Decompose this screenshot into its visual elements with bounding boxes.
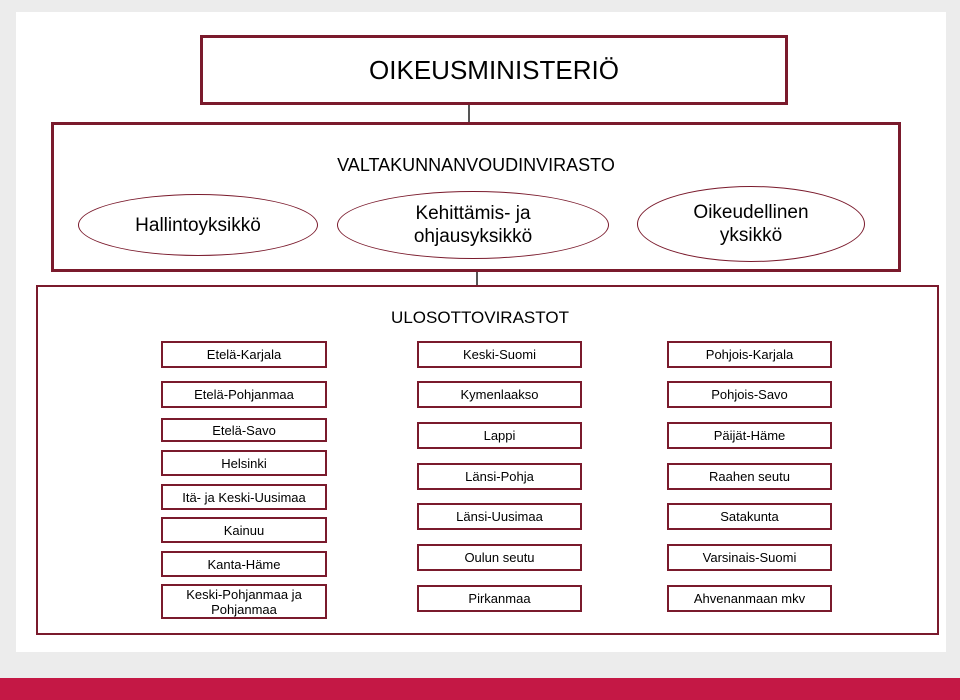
office-ahvenanmaan-mkv xyxy=(667,585,832,612)
office-label: Itä- ja Keski-Uusimaa xyxy=(182,489,306,505)
office-etela-pohjanmaa xyxy=(161,381,327,408)
ministry-box xyxy=(200,35,788,105)
unit-label: Oikeudellinen yksikkö xyxy=(693,202,809,246)
office-pohjois-karjala xyxy=(667,341,832,368)
office-label: Raahen seutu xyxy=(709,469,790,484)
office-label: Ahvenanmaan mkv xyxy=(693,591,806,606)
office-label: Pohjois-Savo xyxy=(711,387,788,402)
office-label: Helsinki xyxy=(221,455,267,471)
footer-bar xyxy=(0,678,960,700)
ministry-title: OIKEUSMINISTERIÖ xyxy=(369,54,619,85)
office-lappi xyxy=(417,422,582,449)
office-label: Etelä-Karjala xyxy=(206,347,282,362)
office-label: Länsi-Uusimaa xyxy=(456,509,543,524)
office-label: Satakunta xyxy=(720,509,779,524)
office-label: Oulun seutu xyxy=(464,550,535,565)
office-label: Etelä-Pohjanmaa xyxy=(194,387,294,402)
unit-label: Kehittämis- ja ohjausyksikkö xyxy=(413,203,533,247)
office-label: Lappi xyxy=(483,428,516,443)
office-kymenlaakso xyxy=(417,381,582,408)
office-ita-ja-keski-uusimaa xyxy=(161,484,327,510)
office-label: Kainuu xyxy=(223,522,265,538)
unit-oikeudellinen xyxy=(637,186,865,262)
office-raahen-seutu xyxy=(667,463,832,490)
unit-hallintoyksikko xyxy=(78,194,318,256)
office-label: Keski-Pohjanmaa ja Pohjanmaa xyxy=(186,586,302,617)
office-lansi-uusimaa xyxy=(417,503,582,530)
office-label: Etelä-Savo xyxy=(212,422,276,438)
connector-ministry-vv xyxy=(468,105,470,122)
office-paijat-hame xyxy=(667,422,832,449)
office-oulun-seutu xyxy=(417,544,582,571)
office-label: Länsi-Pohja xyxy=(465,469,534,484)
unit-kehittamis xyxy=(337,191,609,259)
office-kainuu xyxy=(161,517,327,543)
office-etela-savo xyxy=(161,418,327,442)
office-label: Varsinais-Suomi xyxy=(702,550,797,565)
office-varsinais-suomi xyxy=(667,544,832,571)
footer-strip xyxy=(0,668,960,678)
office-lansi-pohja xyxy=(417,463,582,490)
unit-label: Hallintoyksikkö xyxy=(135,214,261,236)
office-label: Pirkanmaa xyxy=(468,591,531,606)
office-etela-karjala xyxy=(161,341,327,368)
office-kanta-hame xyxy=(161,551,327,577)
office-keski-pohjanmaa-ja-pohjanmaa xyxy=(161,584,327,619)
valtakunnanvoudinvirasto-title: VALTAKUNNANVOUDINVIRASTO xyxy=(337,155,615,175)
office-label: Kymenlaakso xyxy=(460,387,539,402)
office-keski-suomi xyxy=(417,341,582,368)
office-satakunta xyxy=(667,503,832,530)
connector-vv-ulos xyxy=(476,272,478,285)
office-pohjois-savo xyxy=(667,381,832,408)
office-pirkanmaa xyxy=(417,585,582,612)
office-label: Keski-Suomi xyxy=(463,347,536,362)
office-label: Kanta-Häme xyxy=(207,556,281,572)
office-helsinki xyxy=(161,450,327,476)
ulosottovirastot-title: ULOSOTTOVIRASTOT xyxy=(391,308,569,327)
office-label: Päijät-Häme xyxy=(713,428,786,443)
office-label: Pohjois-Karjala xyxy=(705,347,794,362)
